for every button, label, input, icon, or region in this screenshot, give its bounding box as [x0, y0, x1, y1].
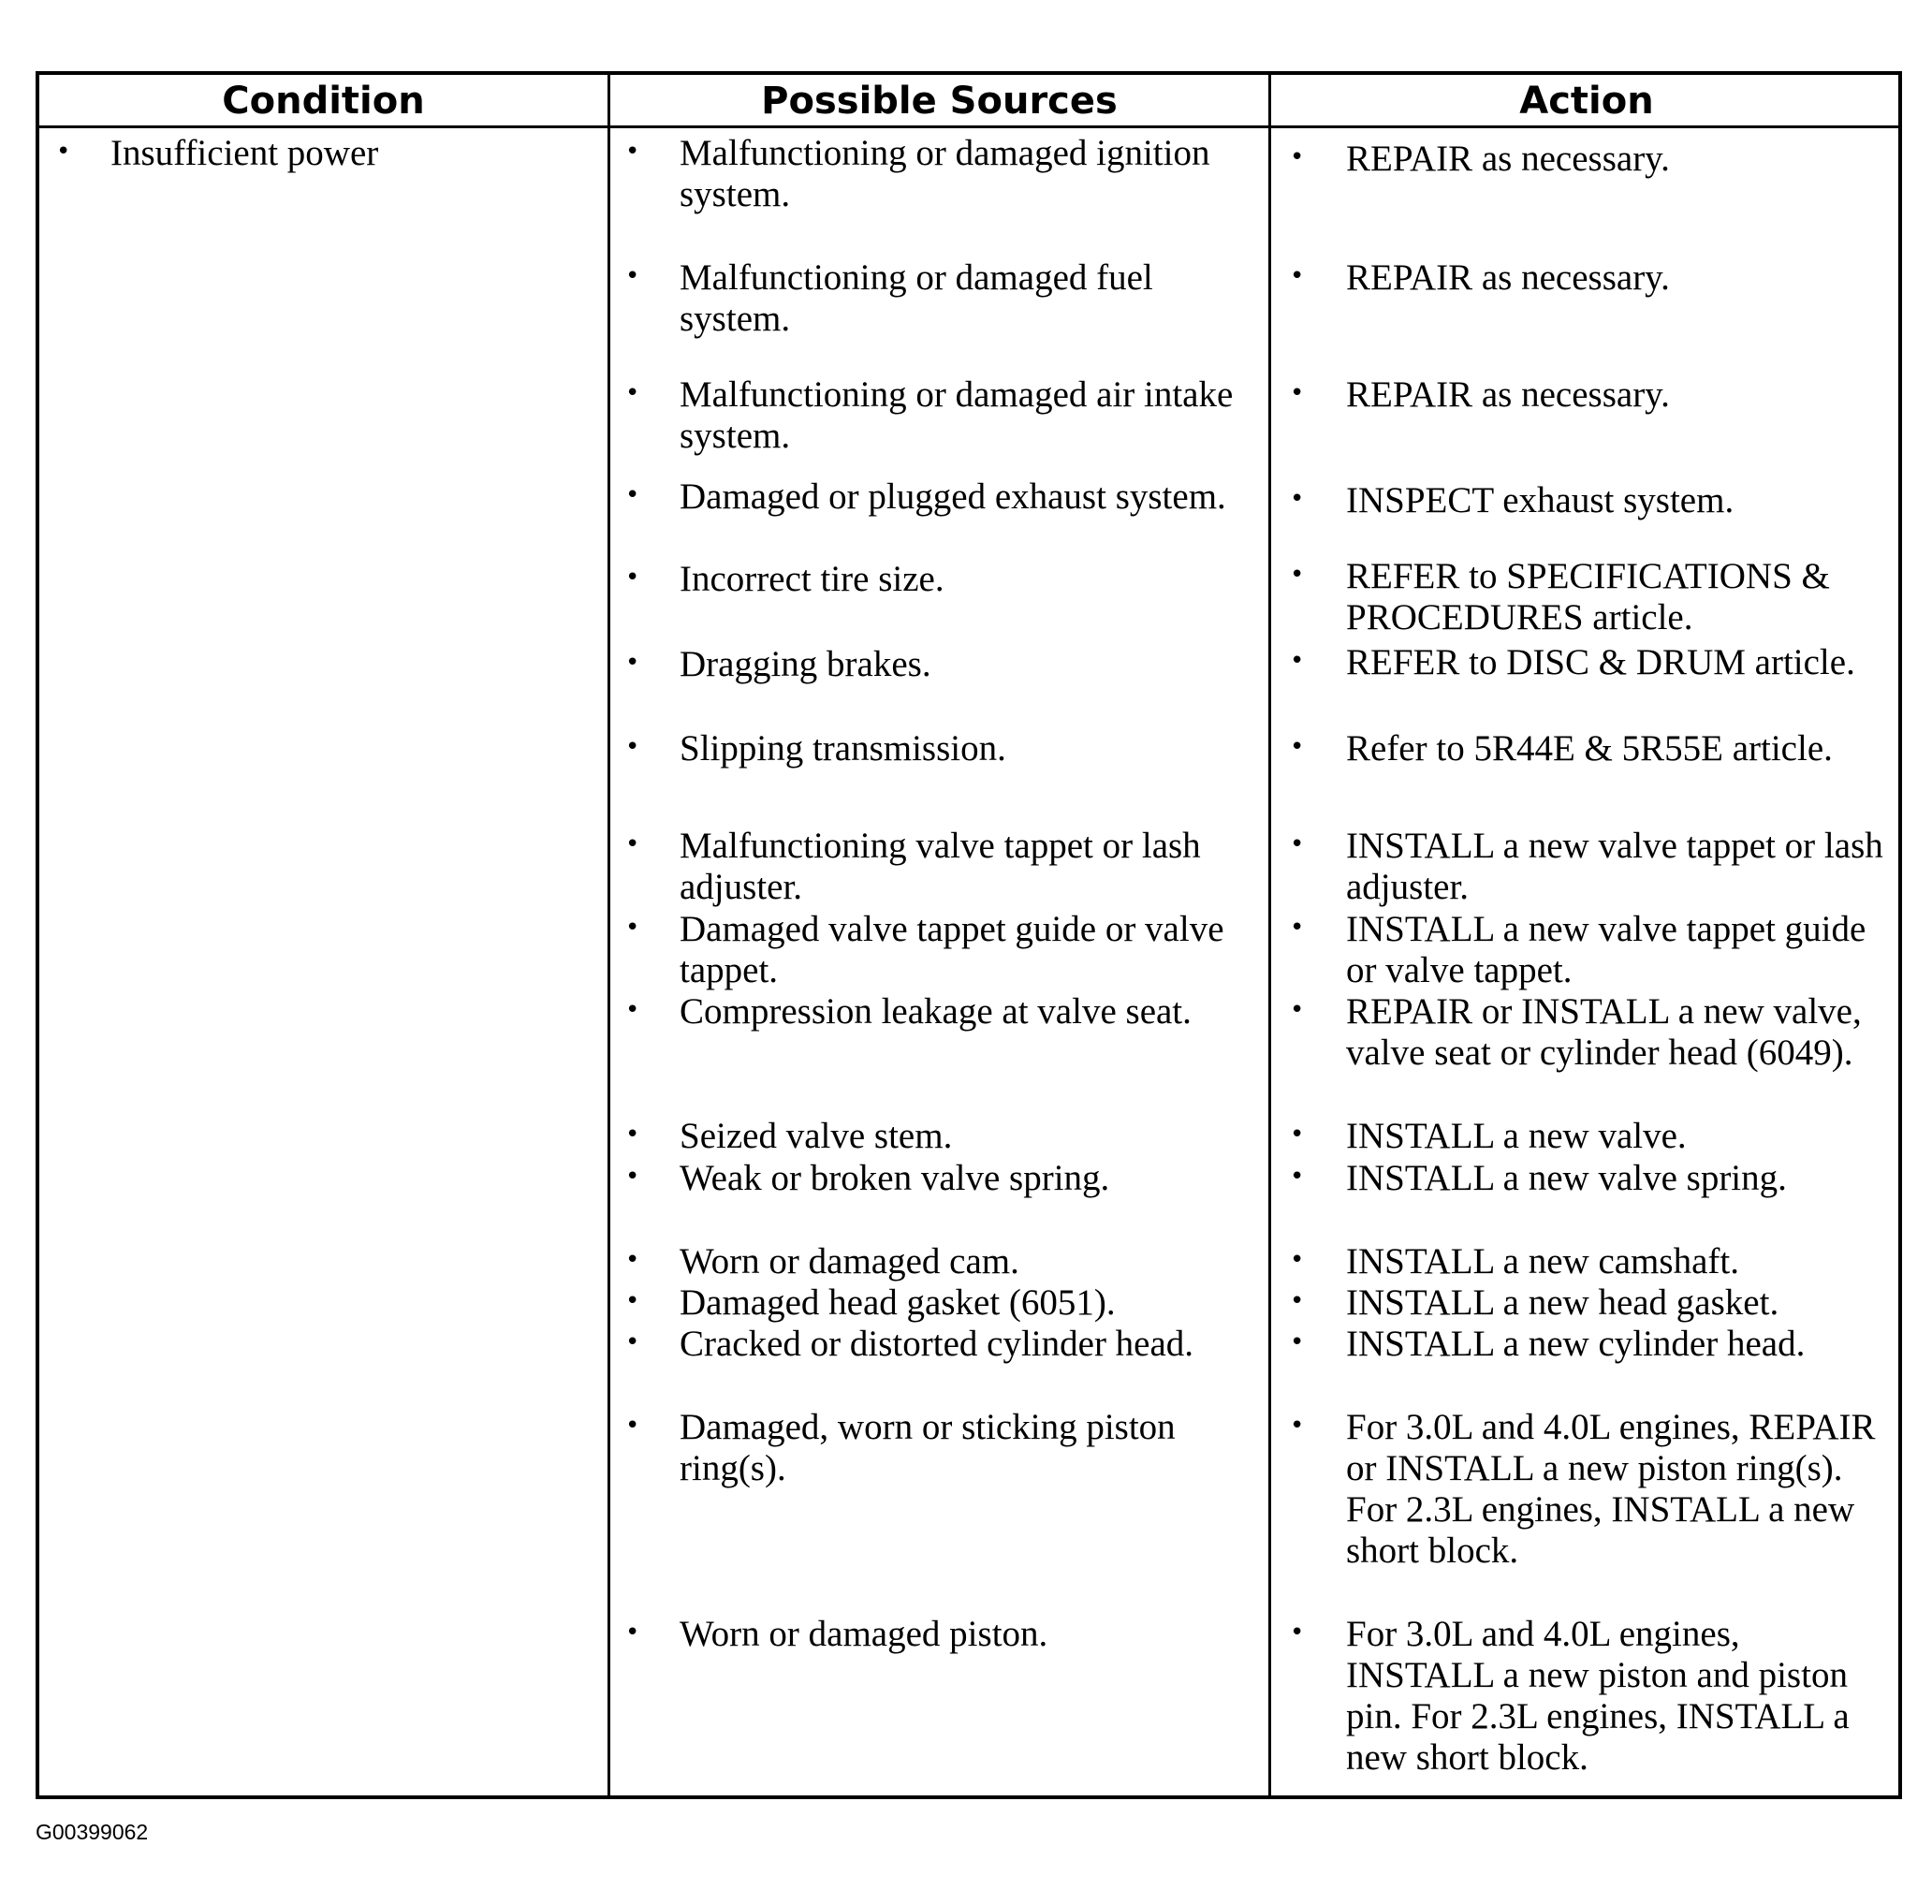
- action-item: [1290, 374, 1896, 416]
- bullet-icon: •: [625, 1120, 640, 1149]
- source-item: [625, 476, 1243, 518]
- column-divider: [607, 75, 610, 1795]
- source-text: Damaged or plugged exhaust system.: [680, 476, 1226, 517]
- condition-text: Insufficient power: [110, 133, 379, 173]
- action-text: For 3.0L and 4.0L engines, INSTALL a new piston and piston pin. For 2.3L engines, INSTALL a new short block.: [1346, 1614, 1850, 1778]
- action-text: Refer to 5R44E & 5R55E article.: [1346, 728, 1833, 769]
- action-text: REPAIR as necessary.: [1346, 139, 1670, 179]
- bullet-icon: •: [1290, 1246, 1305, 1274]
- source-item: [625, 1614, 1243, 1655]
- source-text: Worn or damaged piston.: [680, 1614, 1048, 1654]
- header-action: Action: [1519, 80, 1654, 123]
- condition-item: [56, 133, 580, 174]
- source-text: Damaged, worn or sticking piston ring(s).: [680, 1407, 1176, 1488]
- action-text: INSTALL a new valve.: [1346, 1116, 1687, 1156]
- source-item: [625, 991, 1243, 1033]
- bullet-icon: •: [625, 1328, 640, 1356]
- bullet-icon: •: [1290, 830, 1305, 858]
- action-text: INSTALL a new head gasket.: [1346, 1282, 1779, 1323]
- source-item: [625, 559, 1243, 600]
- source-text: Weak or broken valve spring.: [680, 1158, 1110, 1198]
- source-text: Worn or damaged cam.: [680, 1241, 1019, 1282]
- bullet-icon: •: [56, 138, 71, 166]
- source-item: [625, 826, 1243, 908]
- source-text: Malfunctioning valve tappet or lash adjuster.: [680, 826, 1201, 907]
- source-text: Seized valve stem.: [680, 1116, 953, 1156]
- bullet-icon: •: [1290, 561, 1305, 589]
- bullet-icon: •: [625, 1618, 640, 1647]
- action-item: [1290, 1116, 1896, 1157]
- action-text: REPAIR as necessary.: [1346, 257, 1670, 298]
- source-item: [625, 1158, 1243, 1199]
- source-item: [625, 1282, 1243, 1324]
- source-item: [625, 728, 1243, 769]
- action-text: REFER to SPECIFICATIONS & PROCEDURES article.: [1346, 556, 1830, 637]
- bullet-icon: •: [1290, 379, 1305, 407]
- bullet-icon: •: [1290, 262, 1305, 290]
- action-text: INSTALL a new camshaft.: [1346, 1241, 1739, 1282]
- bullet-icon: •: [625, 481, 640, 509]
- action-text: For 3.0L and 4.0L engines, REPAIR or INSTALL a new piston ring(s). For 2.3L engines, INSTALL a new short block.: [1346, 1407, 1876, 1571]
- bullet-icon: •: [625, 733, 640, 761]
- action-item: [1290, 1158, 1896, 1199]
- bullet-icon: •: [1290, 485, 1305, 513]
- bullet-icon: •: [625, 379, 640, 407]
- bullet-icon: •: [625, 1412, 640, 1440]
- action-text: INSTALL a new valve tappet or lash adjuster.: [1346, 826, 1883, 907]
- source-text: Slipping transmission.: [680, 728, 1006, 769]
- figure-id: G00399062: [36, 1820, 149, 1844]
- header-possible-sources: Possible Sources: [761, 80, 1118, 123]
- bullet-icon: •: [625, 996, 640, 1024]
- bullet-icon: •: [1290, 1287, 1305, 1315]
- bullet-icon: •: [625, 830, 640, 858]
- bullet-icon: •: [625, 1287, 640, 1315]
- source-text: Cracked or distorted cylinder head.: [680, 1324, 1194, 1364]
- source-text: Compression leakage at valve seat.: [680, 991, 1192, 1032]
- header-condition: Condition: [222, 80, 425, 123]
- source-item: [625, 1241, 1243, 1282]
- action-item: [1290, 480, 1896, 521]
- action-text: REPAIR as necessary.: [1346, 374, 1670, 415]
- action-item: [1290, 991, 1896, 1074]
- bullet-icon: •: [625, 914, 640, 942]
- bullet-icon: •: [1290, 1163, 1305, 1191]
- bullet-icon: •: [625, 262, 640, 290]
- bullet-icon: •: [625, 564, 640, 592]
- source-text: Dragging brakes.: [680, 644, 931, 684]
- bullet-icon: •: [625, 1163, 640, 1191]
- bullet-icon: •: [1290, 143, 1305, 171]
- bullet-icon: •: [625, 138, 640, 166]
- source-text: Damaged valve tappet guide or valve tappet.: [680, 909, 1224, 990]
- source-item: [625, 374, 1243, 457]
- source-item: [625, 909, 1243, 991]
- action-item: [1290, 257, 1896, 299]
- action-item: [1290, 556, 1896, 638]
- action-item: [1290, 139, 1896, 180]
- bullet-icon: •: [1290, 1328, 1305, 1356]
- bullet-icon: •: [625, 1246, 640, 1274]
- action-item: [1290, 909, 1896, 991]
- bullet-icon: •: [625, 649, 640, 677]
- column-divider: [1268, 75, 1271, 1795]
- source-item: [625, 257, 1243, 340]
- source-item: [625, 1116, 1243, 1157]
- action-item: [1290, 642, 1896, 683]
- bullet-icon: •: [1290, 1412, 1305, 1440]
- action-item: [1290, 1407, 1896, 1572]
- action-text: INSPECT exhaust system.: [1346, 480, 1734, 520]
- bullet-icon: •: [1290, 647, 1305, 675]
- bullet-icon: •: [1290, 733, 1305, 761]
- source-text: Malfunctioning or damaged fuel system.: [680, 257, 1153, 339]
- action-item: [1290, 728, 1896, 769]
- action-item: [1290, 1241, 1896, 1282]
- action-text: INSTALL a new valve spring.: [1346, 1158, 1787, 1198]
- source-text: Malfunctioning or damaged ignition system.: [680, 133, 1210, 214]
- action-text: INSTALL a new valve tappet guide or valve tappet.: [1346, 909, 1866, 990]
- bullet-icon: •: [1290, 914, 1305, 942]
- action-item: [1290, 1282, 1896, 1324]
- action-text: REFER to DISC & DRUM article.: [1346, 642, 1855, 682]
- source-text: Damaged head gasket (6051).: [680, 1282, 1116, 1323]
- troubleshooting-table: [36, 71, 1902, 1799]
- bullet-icon: •: [1290, 1618, 1305, 1647]
- bullet-icon: •: [1290, 1120, 1305, 1149]
- source-item: [625, 133, 1243, 215]
- action-text: REPAIR or INSTALL a new valve, valve seat or cylinder head (6049).: [1346, 991, 1862, 1073]
- action-item: [1290, 826, 1896, 908]
- action-text: INSTALL a new cylinder head.: [1346, 1324, 1806, 1364]
- action-item: [1290, 1324, 1896, 1365]
- source-item: [625, 644, 1243, 685]
- source-text: Malfunctioning or damaged air intake system.: [680, 374, 1234, 456]
- action-item: [1290, 1614, 1896, 1779]
- source-item: [625, 1407, 1243, 1489]
- source-text: Incorrect tire size.: [680, 559, 944, 599]
- bullet-icon: •: [1290, 996, 1305, 1024]
- source-item: [625, 1324, 1243, 1365]
